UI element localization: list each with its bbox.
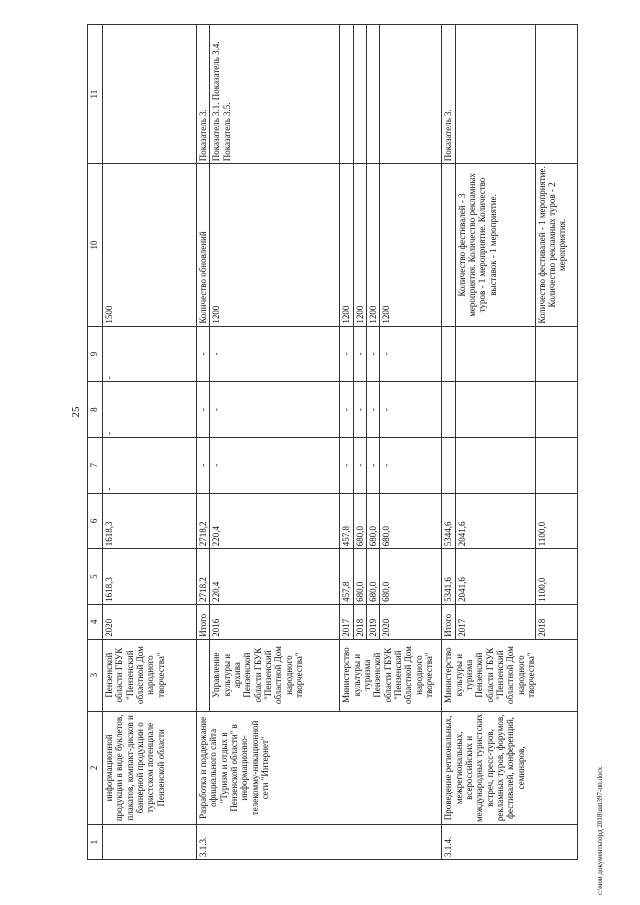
year: Итого (442, 604, 455, 639)
col-7-header: 7 (88, 437, 103, 493)
amount-regional: 680,0 (353, 493, 366, 549)
amount-col9: - (197, 326, 210, 382)
amount-regional: 2718,2 (197, 493, 210, 549)
amount-regional: 680,0 (367, 493, 380, 549)
col-8-header: 8 (88, 382, 103, 438)
col-5-header: 5 (88, 549, 103, 605)
indicator-name: Количество обновлений (197, 164, 210, 326)
amount-col9: - (380, 326, 442, 382)
program-table (87, 24, 578, 860)
amount-col8: - (103, 382, 197, 438)
indicator-value: 1200 (367, 164, 380, 326)
amount-total: 680,0 (367, 549, 380, 605)
indicator-ref (103, 25, 197, 164)
rotated-table-container (87, 24, 580, 860)
amount-total: 1618,3 (103, 549, 197, 605)
amount-col7: - (103, 437, 197, 493)
executor: Министерство культуры и туризма Пензенской области ГБУК "Пензенский областной Дом народного творчества" (340, 639, 442, 711)
indicator-ref: Показатель 3. (197, 25, 210, 164)
indicator-ref: Показатель 3. (442, 25, 455, 164)
amount-col8: - (380, 382, 442, 438)
amount-col7: - (353, 437, 366, 493)
col-9-header: 9 (88, 326, 103, 382)
amount-col8: - (210, 382, 340, 438)
item-number: 3.1.3. (197, 825, 442, 860)
amount-regional: 2041,6 (455, 493, 535, 549)
amount-regional: 1618,3 (103, 493, 197, 549)
amount-col9: - (340, 326, 353, 382)
year: 2017 (455, 604, 535, 639)
measure-name: информационной продукции в виде буклетов, плакатов, компакт-дисков и баннерной продукции о туристском потенциале Пензенской области (103, 711, 197, 825)
amount-regional: 1100,0 (535, 493, 577, 549)
year: 2019 (367, 604, 380, 639)
indicator-value: 1200 (340, 164, 353, 326)
measure-name: Разработка и поддержание официального сайта "Туризм и отдых в Пензенской области" в информационно-телекомму-никационной сети "Интернет" (197, 711, 442, 825)
amount-total: 5341,6 (442, 549, 455, 605)
amount-regional: 680,0 (380, 493, 442, 549)
col-10-header: 10 (88, 164, 103, 326)
col-3-header: 3 (88, 639, 103, 711)
executor: Пензенской области ГБУК "Пензенский областной Дом народного творчества" (103, 639, 197, 711)
footer-path: c:\мои документы\орд 2018\шп397-пп.docx (596, 766, 604, 895)
year: 2016 (210, 604, 340, 639)
amount-regional: 220,4 (210, 493, 340, 549)
amount-col7: - (340, 437, 353, 493)
col-1-header: 1 (88, 825, 103, 860)
col-11-header: 11 (88, 25, 103, 164)
indicator-value: Количество фестивалей - 3 мероприятия. Количество рекламных туров - 1 мероприятие. Количество выставок - 1 мероприятие. (455, 164, 535, 326)
year: 2017 (340, 604, 353, 639)
amount-col7: - (197, 437, 210, 493)
year: 2018 (353, 604, 366, 639)
indicator-value: Количество фестивалей - 1 мероприятие. Количество рекламных туров - 2 мероприятия. (535, 164, 577, 326)
amount-total: 680,0 (353, 549, 366, 605)
col-2-header: 2 (88, 711, 103, 825)
table-row (442, 25, 455, 860)
year: 2020 (380, 604, 442, 639)
indicator-ref: Показатель 3.1. Показатель 3.4. Показатель 3.5. (210, 25, 340, 164)
table-row (197, 25, 210, 860)
amount-regional: 5344,6 (442, 493, 455, 549)
year: Итого (197, 604, 210, 639)
amount-col9: - (103, 326, 197, 382)
amount-col7: - (210, 437, 340, 493)
col-4-header: 4 (88, 604, 103, 639)
indicator-value: 1200 (353, 164, 366, 326)
year: 2020 (103, 604, 197, 639)
amount-regional: 457,8 (340, 493, 353, 549)
page-number: 25 (70, 406, 82, 418)
amount-total: 1100,0 (535, 549, 577, 605)
amount-col7: - (380, 437, 442, 493)
indicator-value: 1200 (380, 164, 442, 326)
indicator-value: 1500 (103, 164, 197, 326)
amount-col8: - (353, 382, 366, 438)
amount-total: 2041,6 (455, 549, 535, 605)
year: 2018 (535, 604, 577, 639)
executor: Министерство культуры и туризма Пензенской области ГБУК "Пензенский областной Дом народного творчества" (442, 639, 577, 711)
col-6-header: 6 (88, 493, 103, 549)
amount-col9: - (367, 326, 380, 382)
measure-name: Проведение региональных, межрегиональных, всероссийских и международных туристских встреч, пресс-туров, рекламных туров, форумов, фестивалей, конференций, семинаров, (442, 711, 577, 825)
indicator-value: 1200 (210, 164, 340, 326)
amount-total: 220,4 (210, 549, 340, 605)
amount-col7: - (367, 437, 380, 493)
amount-col9: - (353, 326, 366, 382)
amount-col9: - (210, 326, 340, 382)
amount-total: 680,0 (380, 549, 442, 605)
amount-total: 457,8 (340, 549, 353, 605)
table-row (103, 25, 197, 860)
amount-col8: - (367, 382, 380, 438)
executor: Управление культуры и архива Пензенской области ГБУК "Пензенский областной Дом народного творчества" (210, 639, 340, 711)
header-row (88, 25, 103, 860)
amount-col8: - (197, 382, 210, 438)
amount-col8: - (340, 382, 353, 438)
amount-total: 2718,2 (197, 549, 210, 605)
item-number: 3.1.4. (442, 825, 577, 860)
